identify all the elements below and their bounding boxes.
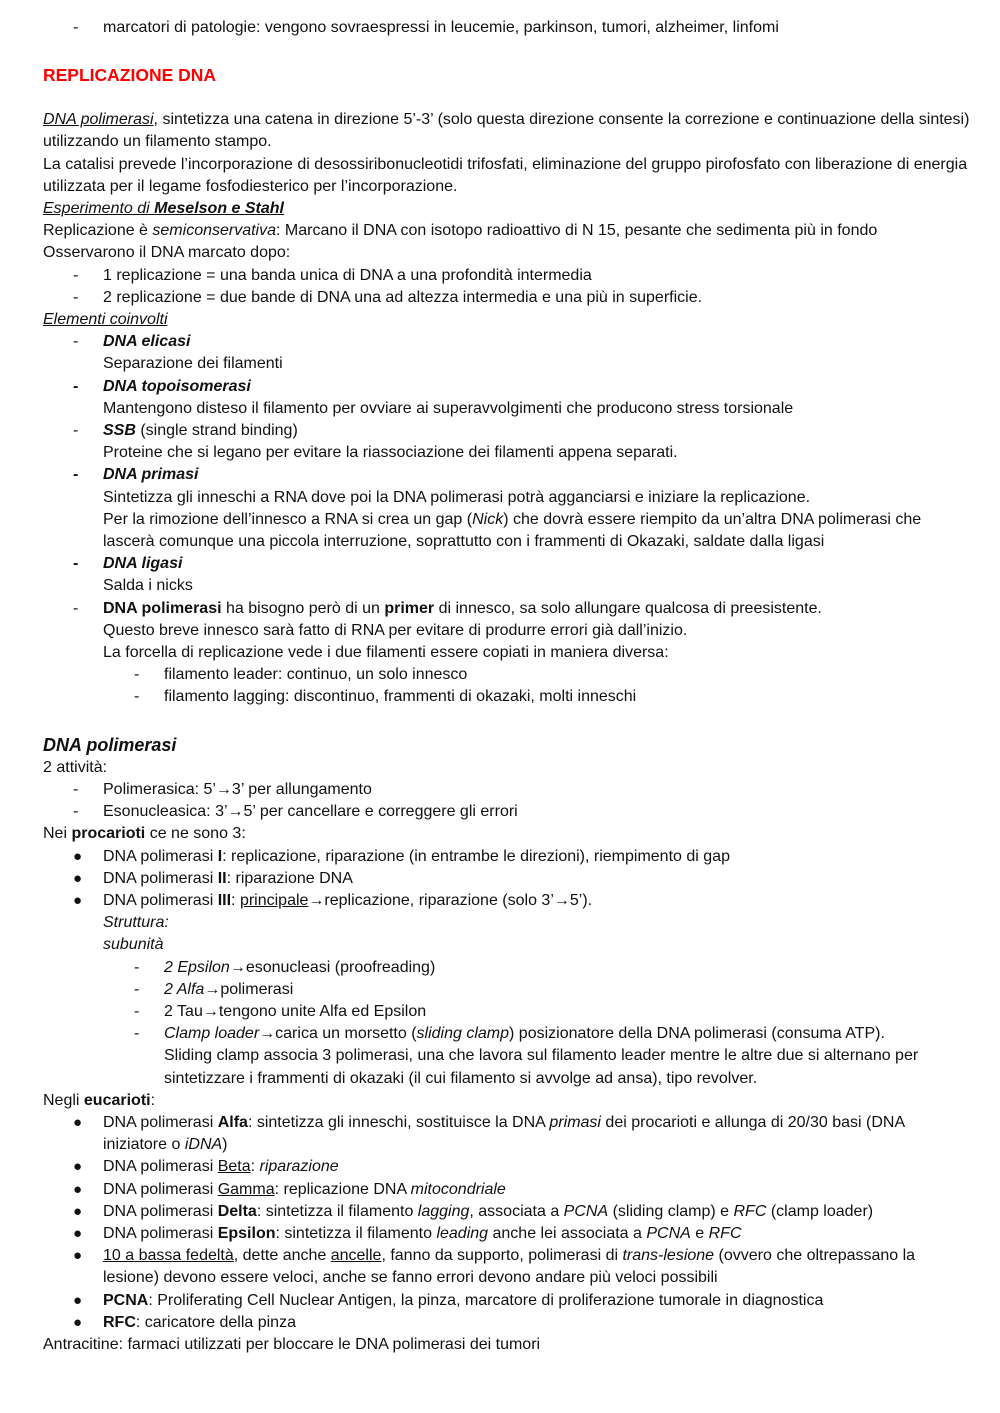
bullet-item: ● DNA polimerasi II: riparazione DNA <box>43 868 970 890</box>
bullet-marker: ● <box>73 1247 83 1265</box>
list-item-ligasi: - DNA ligasi Salda i nicks <box>73 555 193 595</box>
list-item-topoisomerasi: - DNA topoisomerasi Mantengono disteso il filamento per ovviare ai superavvolgimenti che producono stress torsionale <box>73 377 794 417</box>
bullet-marker: ● <box>73 1224 83 1242</box>
bullet-marker: ● <box>73 1180 83 1198</box>
list-item-polimerasi: - DNA polimerasi ha bisogno però di un primer di innesco, sa solo allungare qualcosa di preesistente. Questo breve innesco sarà fatto di RNA per evitare di produrre errori già dall’inizio. La forcella di replicazione vede i due filamenti essere copiati in maniera diversa: <box>73 599 822 662</box>
bullet-marker: ● <box>73 1158 83 1176</box>
bullet-item: ● DNA polimerasi Beta: riparazione <box>43 1156 970 1178</box>
paragraph-procarioti: Nei procarioti ce ne sono 3: <box>43 825 246 843</box>
bullet-item: ● DNA polimerasi I: replicazione, riparazione (in entrambe le direzioni), riempimento di gap <box>43 846 970 868</box>
list-item <box>43 17 970 39</box>
sub-list-item: - 2 Alfa→polimerasi <box>43 979 970 1001</box>
paragraph-antracitine: Antracitine: farmaci utilizzati per bloccare le DNA polimerasi dei tumori <box>43 1335 541 1353</box>
list-item-elicasi: - DNA elicasi Separazione dei filamenti <box>73 333 283 373</box>
bullet-marker: ● <box>73 1113 83 1131</box>
dash-marker: - <box>73 555 79 573</box>
paragraph-replicazione: Replicazione è semiconservativa: Marcano il DNA con isotopo radioattivo di N 15, pesante che sedimenta più in fondo <box>43 222 878 240</box>
dash-marker: - <box>134 1002 140 1020</box>
sub-list-item: - Clamp loader→carica un morsetto (sliding clamp) posizionatore della DNA polimerasi (consuma ATP). Sliding clamp associa 3 polimerasi, una che lavora sul filamento leader mentre le altre due si alternano per sintetizzare i frammenti di okazaki (il cui filamento si avvolge ad ansa), tipo revolver. <box>134 1025 919 1087</box>
paragraph-attivita: 2 attività: <box>43 758 108 776</box>
dash-marker: - <box>73 377 79 395</box>
bullet-item: ● DNA polimerasi Alfa: sintetizza gli inneschi, sostituisce la DNA primasi dei procarioti e allunga di 20/30 basi (DNA iniziatore o iDNA) <box>73 1113 905 1154</box>
dash-marker: - <box>73 599 79 617</box>
bullet-item: ● PCNA: Proliferating Cell Nuclear Antigen, la pinza, marcatore di proliferazione tumorale in diagnostica <box>43 1290 970 1312</box>
bullet-marker: ● <box>73 869 83 887</box>
bullet-item: ● 10 a bassa fedeltà, dette anche ancelle, fanno da supporto, polimerasi di trans-lesione (ovvero che oltrepassano la lesione) devono essere veloci, anche se fanno errori devono andare più veloci possibili <box>73 1247 916 1287</box>
list-item-ssb: - SSB (single strand binding) Proteine che si legano per evitare la riassociazione dei filamenti appena separati. <box>73 422 678 462</box>
bullet-marker: ● <box>73 891 83 909</box>
dash-marker: - <box>73 19 79 36</box>
dash-marker: - <box>73 803 79 821</box>
bullet-marker: ● <box>73 1291 83 1309</box>
dash-marker: - <box>73 780 79 798</box>
list-item: - Polimerasica: 5’→3’ per allungamento <box>43 779 970 801</box>
bullet-marker: ● <box>73 1313 83 1331</box>
paragraph-catalisi: La catalisi prevede l’incorporazione di desossiribonucleotidi trifosfati, eliminazione del gruppo pirofosfato con liberazione di energia utilizzata per il legame fosfodiesterico per l’incorporazione. <box>43 155 968 195</box>
heading-experiment: Esperimento di Meselson e Stahl <box>43 200 284 218</box>
list-item: - Esonucleasica: 3’→5’ per cancellare e correggere gli errori <box>43 801 970 823</box>
dash-marker: - <box>73 266 79 284</box>
sub-list-item: - filamento leader: continuo, un solo innesco <box>43 664 970 686</box>
sub-list-item: - filamento lagging: discontinuo, frammenti di okazaki, molti inneschi <box>43 686 970 708</box>
bullet-item: ● DNA polimerasi Delta: sintetizza il filamento lagging, associata a PCNA (sliding clamp) e RFC (clamp loader) <box>43 1201 970 1223</box>
sub-list-item: - 2 Epsilon→esonucleasi (proofreading) <box>43 957 970 979</box>
sub-list-item: - 2 Tau→tengono unite Alfa ed Epsilon <box>43 1001 970 1023</box>
dash-marker: - <box>73 288 79 306</box>
term: DNA polimerasi <box>43 111 154 129</box>
list-item-text: marcatori di patologie: vengono sovraespressi in leucemie, parkinson, tumori, alzheimer, linfomi <box>103 19 779 36</box>
bullet-item: ● DNA polimerasi Epsilon: sintetizza il filamento leading anche lei associata a PCNA e RFC <box>43 1223 970 1245</box>
dash-marker: - <box>134 666 140 684</box>
heading-elementi: Elementi coinvolti <box>43 311 168 329</box>
list-item-primasi: - DNA primasi Sintetizza gli inneschi a RNA dove poi la DNA polimerasi potrà agganciarsi e iniziare la replicazione. Per la rimozione dell’innesco a RNA si crea un gap (Nick) che dovrà essere riempito da un’altra DNA polimerasi che lascerà comunque una piccola interruzione, soprattutto con i frammenti di Okazaki, saldate dalla ligasi <box>73 466 922 551</box>
bullet-item: ● DNA polimerasi Gamma: replicazione DNA mitocondriale <box>43 1179 970 1201</box>
paragraph-eucarioti: Negli eucarioti: <box>43 1091 156 1109</box>
bullet-marker: ● <box>73 847 83 865</box>
list-item: - 1 replicazione = una banda unica di DNA a una profondità intermedia <box>43 265 970 287</box>
section-title-dna-polimerasi: DNA polimerasi <box>43 734 177 755</box>
dash-marker: - <box>134 1025 140 1043</box>
bullet-marker: ● <box>73 1202 83 1220</box>
paragraph-polimerasi: DNA polimerasi, sintetizza una catena in direzione 5’-3’ (solo questa direzione consente la correzione e continuazione della sintesi) utilizzando un filamento stampo. <box>43 111 970 151</box>
bullet-item: ● RFC: caricatore della pinza <box>43 1312 970 1334</box>
section-title-replicazione: REPLICAZIONE DNA <box>43 65 217 86</box>
dash-marker: - <box>73 466 79 484</box>
dash-marker: - <box>134 958 140 976</box>
dash-marker: - <box>73 333 79 351</box>
paragraph-osservarono: Osservarono il DNA marcato dopo: <box>43 244 291 262</box>
bullet-item: ● DNA polimerasi III: principale→replicazione, riparazione (solo 3’→5’). Struttura: subunità <box>73 891 593 954</box>
dash-marker: - <box>73 422 79 440</box>
dash-marker: - <box>134 980 140 998</box>
dash-marker: - <box>134 688 140 706</box>
list-item: - 2 replicazione = due bande di DNA una ad altezza intermedia e una più in superficie. <box>43 287 970 309</box>
